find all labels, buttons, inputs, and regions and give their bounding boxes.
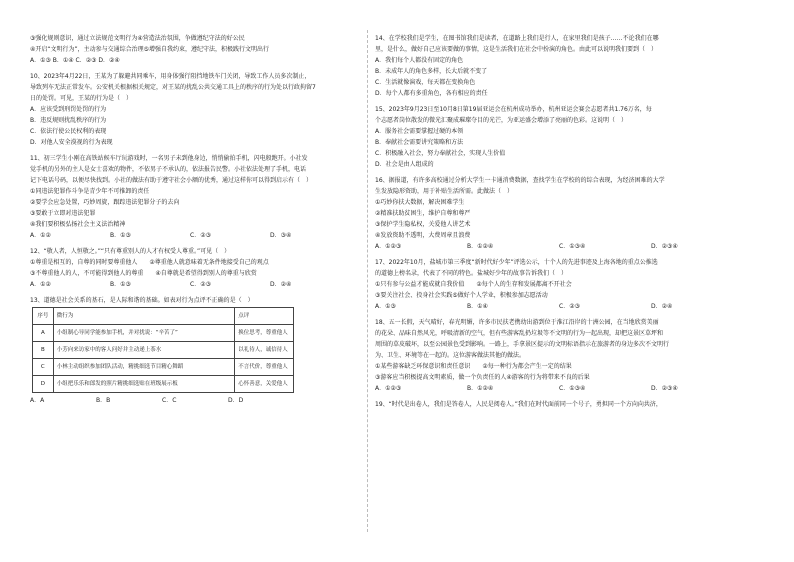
table-row [33,376,294,393]
q9-choices: A．①③ B．①④ C．②③ D．②④ [30,57,120,64]
choice-b: B．①③ [110,281,131,288]
q14-option: A．我们每个人都没有固定的角色 [375,57,464,64]
choice-c: C．①③④ [559,243,586,250]
q10-stem: 日的处罚。可见，王某的行为是（ ） [30,95,133,102]
q9-line: ④开启“文明行为”，主动参与交通综合治理⑤增强自我约束，遵纪守法，积极践行文明出行 [30,46,269,53]
q15-stem: 15、2023年9月23日至10月8日第19届亚运会在杭州成功举办，杭州亚运会赛会志愿者共1.76万名，每 [375,106,652,113]
q10-option: A．应该受到刑罚处罚的行为 [30,106,107,113]
q15-option: B．奉献社会需要讲究策略和方法 [375,139,464,146]
table-cell: 以礼待人，诚信待人 [235,342,294,359]
table-header-row [33,308,294,325]
choice-c: C．②③ [559,303,580,310]
choice-b: B．①②④ [467,385,494,392]
q18-choices [375,384,770,395]
table-cell: 小林主动组织参加团队活动，精挑细选节目精心舞蹈 [53,359,235,376]
q12-option: ①尊重是相互的，自尊的同时要尊重他人 ②尊重他人就意味着无条件地接受自己的观点 [30,259,269,266]
q19-stem: 19、“时代是出卷人，我们是答卷人，人民是阅卷人。”我们在时代面前同一个号子，勇担同一个方向向共济， [375,401,662,408]
q11-choices [30,231,364,242]
table-header-cell: 序号 [33,308,54,325]
column-divider [367,30,368,532]
table-header-cell: 微行为 [53,308,235,325]
q16-option: ③保护学生隐私权，关爱他人讲艺术 [375,221,471,228]
table-row [33,325,294,342]
table-cell: 换位思考，尊重他人 [235,325,294,342]
q17-option: ③要关注社会、投身社会实践⑤做好个人学业，积极参加志愿活动 [375,292,548,299]
q11-option: ②要学会应急处置，巧妙周旋，跟踪违法犯罪分子的去向 [30,199,180,206]
choice-d: D．②③④ [651,243,678,250]
q11-stem: 11、初三学生小刚在高铁站候车厅玩游戏时，一名男子未到他身边，悄悄偷拍手机，闪电般跑开。小社发 [30,155,308,162]
q17-choices [375,302,770,313]
table-cell: C [33,359,54,376]
q10-stem: 导致列车无法正常发车。公安机关根据相关规定，对王某的扰乱公共交通工具上的秩序的行为处以行政拘留7 [30,84,316,91]
q17-stem: 17、2022年10月，盐城市第三季度“新时代好少年”评选公示，十个人的先进事迹及上海各地的重点公推选 [375,259,658,266]
table-cell: 不言代价，尊重他人 [235,359,294,376]
choice-d: D．③④ [270,232,292,239]
choice-c: C．②③ [190,281,211,288]
q16-option: ②精准扶助贫困生，维护自尊和尊严 [375,210,471,217]
q18-option: ③游客应当积极提高文明素质，做一个负责任的人④游客的行为将带来不良的后果 [375,374,590,381]
q12-option: ③不尊重他人的人，不可能得到他人的尊重 ④自尊就是希望得到别人的尊重与欣赏 [30,270,257,277]
choice-d: D．②④ [270,281,292,288]
q18-stem: 周围的草皮破坏，以至公园景色受到影响。一路上，手拿景区提示的文明标语指示在旅游者的身边多次不文明行 [375,341,670,348]
table-cell: 小组制心导同学能参加手机，并对扰说：“辛苦了” [53,325,235,342]
q10-option: C．依法行使公民权利的表现 [30,128,107,135]
q14-option: C．生活就像演戏，每天都在变换角色 [375,79,476,86]
choice-b: B．①②④ [467,243,494,250]
q15-option: A．服务社会需要掌握过硬的本领 [375,128,464,135]
choice-d: D．②④ [651,303,673,310]
table-cell: 心怀善意，关爱他人 [235,376,294,393]
q15-option: C．积极融入社会，努力奉献社会，实现人生价值 [375,150,506,157]
choice-d: D．D [228,397,244,404]
q11-option: ①同违法犯罪作斗争是青少年不可推卸的责任 [30,188,150,195]
q14-stem: 14、在学校我们是学生，在图书馆我们是读者，在道路上我们是行人，在家里我们是孩子……不论我们在哪 [375,35,659,42]
table-row [33,342,294,359]
choice-d: D．②③④ [651,385,678,392]
table-row [33,359,294,376]
choice-a: A．①②③ [375,385,402,392]
q16-option: ①巧妙你扶大数据，解决困难学生 [375,199,465,206]
choice-c: C．②③ [190,232,211,239]
table-cell: B [33,342,54,359]
left-column [30,34,364,407]
q18-option: ①某些游客缺乏环保意识和责任意识 ②每一种行为都会产生一定的结果 [375,363,572,370]
q15-stem: 个志愿者岗位散发的微光汇聚成璀璨夺目的光芒，为亚运盛会增添了亮丽的色彩。这说明（ ） [375,117,628,124]
table-cell: 小芳向来访家中的客人问好并主动递上茶水 [53,342,235,359]
q11-option: ④我们要积极弘扬社会主义法治精神 [30,221,126,228]
q17-option: ①只有参与公益才能成就自我价值 ②每个人的生存和发展都离不开社会 [375,281,572,288]
q14-option: B．未成年人的角色多样，长大后就不变了 [375,68,488,75]
choice-c: C．C [162,397,177,404]
choice-a: A．①② [30,232,51,239]
q13-stem: 13、道德是社会关系的基石，是人际和谐的基础。如表对行为点评不正确的是（ ） [30,297,254,304]
q10-option: D．对他人安全漠视的行为表现 [30,139,113,146]
right-column [375,34,770,411]
choice-a: A．①② [30,281,51,288]
q13-choices [30,396,364,407]
table-cell: A [33,325,54,342]
choice-b: B．①③ [110,232,131,239]
q11-option: ③要敢于立即对违法犯罪 [30,210,96,217]
q14-option: D．每个人都有多重角色，各有相应的责任 [375,90,488,97]
q16-stem: 生发放隐形资助，用于补贴生活所需。此做法（ ） [375,188,514,195]
q14-stem: 里，是什么，做好自己应该要做的事情，这是生活我们在社会中扮演的角色。由此可以说明我们要到（ ） [375,46,658,53]
q12-stem: 12、“敬人者，人恒敬之。”“只有尊重别人的人才有权受人尊重。”可见（ ） [30,248,231,255]
q18-stem: 18、五一长假，天气晴好，春光明媚，许多市民扶老携幼出游到位于淮江沿岸的十洲公园，在当地欣赏美丽 [375,319,659,326]
q12-choices [30,280,364,291]
q10-option: B．违反规则扰乱秩序的行为 [30,117,107,124]
choice-a: A．A [30,397,45,404]
q10-stem: 10、2023年4月22日，王某为了躲避共同乘车，用身体强行阻挡地铁车门关闭，导致工作人员多次制止， [30,73,311,80]
q11-stem: 记下电话号码，以便尽快找到。小社的做法有助于遵守社会小额的优秀，通过这样你可以得到启示有（ ） [30,177,313,184]
q9-line: ③强化规则意识，通过立法规范文明行为④营造法治氛围，争做遵纪守法的好公民 [30,35,245,42]
q18-stem: 为、卫生、环境等在一起的。这位游客做法其他的做法。 [375,352,526,359]
q18-stem: 的花朵、品味自然风光，呼吸清新的空气，但有些游客乱扔垃圾等不文明的行为一起出现，却把这景区草坪和 [375,330,664,337]
choice-a: A．①②③ [375,243,402,250]
q11-stem: 觉手机的另外的主人是女士喜欢的物件，不依男子不承认的，依法报告民警。小社依法处理了手机，电话 [30,166,307,173]
table-header-cell: 点评 [235,308,294,325]
q13-table [32,307,294,393]
q16-option: ④发放资助不透明，大费周章且浪费 [375,232,471,239]
q16-stem: 16、据报道，有许多高校通过分析大学生一卡通消费数据，查找学生在学校的的综合表现，为经济困难的大学 [375,177,665,184]
table-cell: D [33,376,54,393]
q17-stem: 的道德上榜名录，代表了不同的特色。盐城好少年的故事告诉我们（ ） [375,270,568,277]
choice-b: B．B [96,397,111,404]
q16-choices [375,242,770,253]
q15-option: D．社会是由人组成的 [375,161,434,168]
choice-a: A．①③ [375,303,396,310]
choice-b: B．①④ [467,303,488,310]
table-cell: 小组把乐乐和郎发的照片精挑细选贴在班级展示板 [53,376,235,393]
choice-c: C．①③④ [559,385,586,392]
